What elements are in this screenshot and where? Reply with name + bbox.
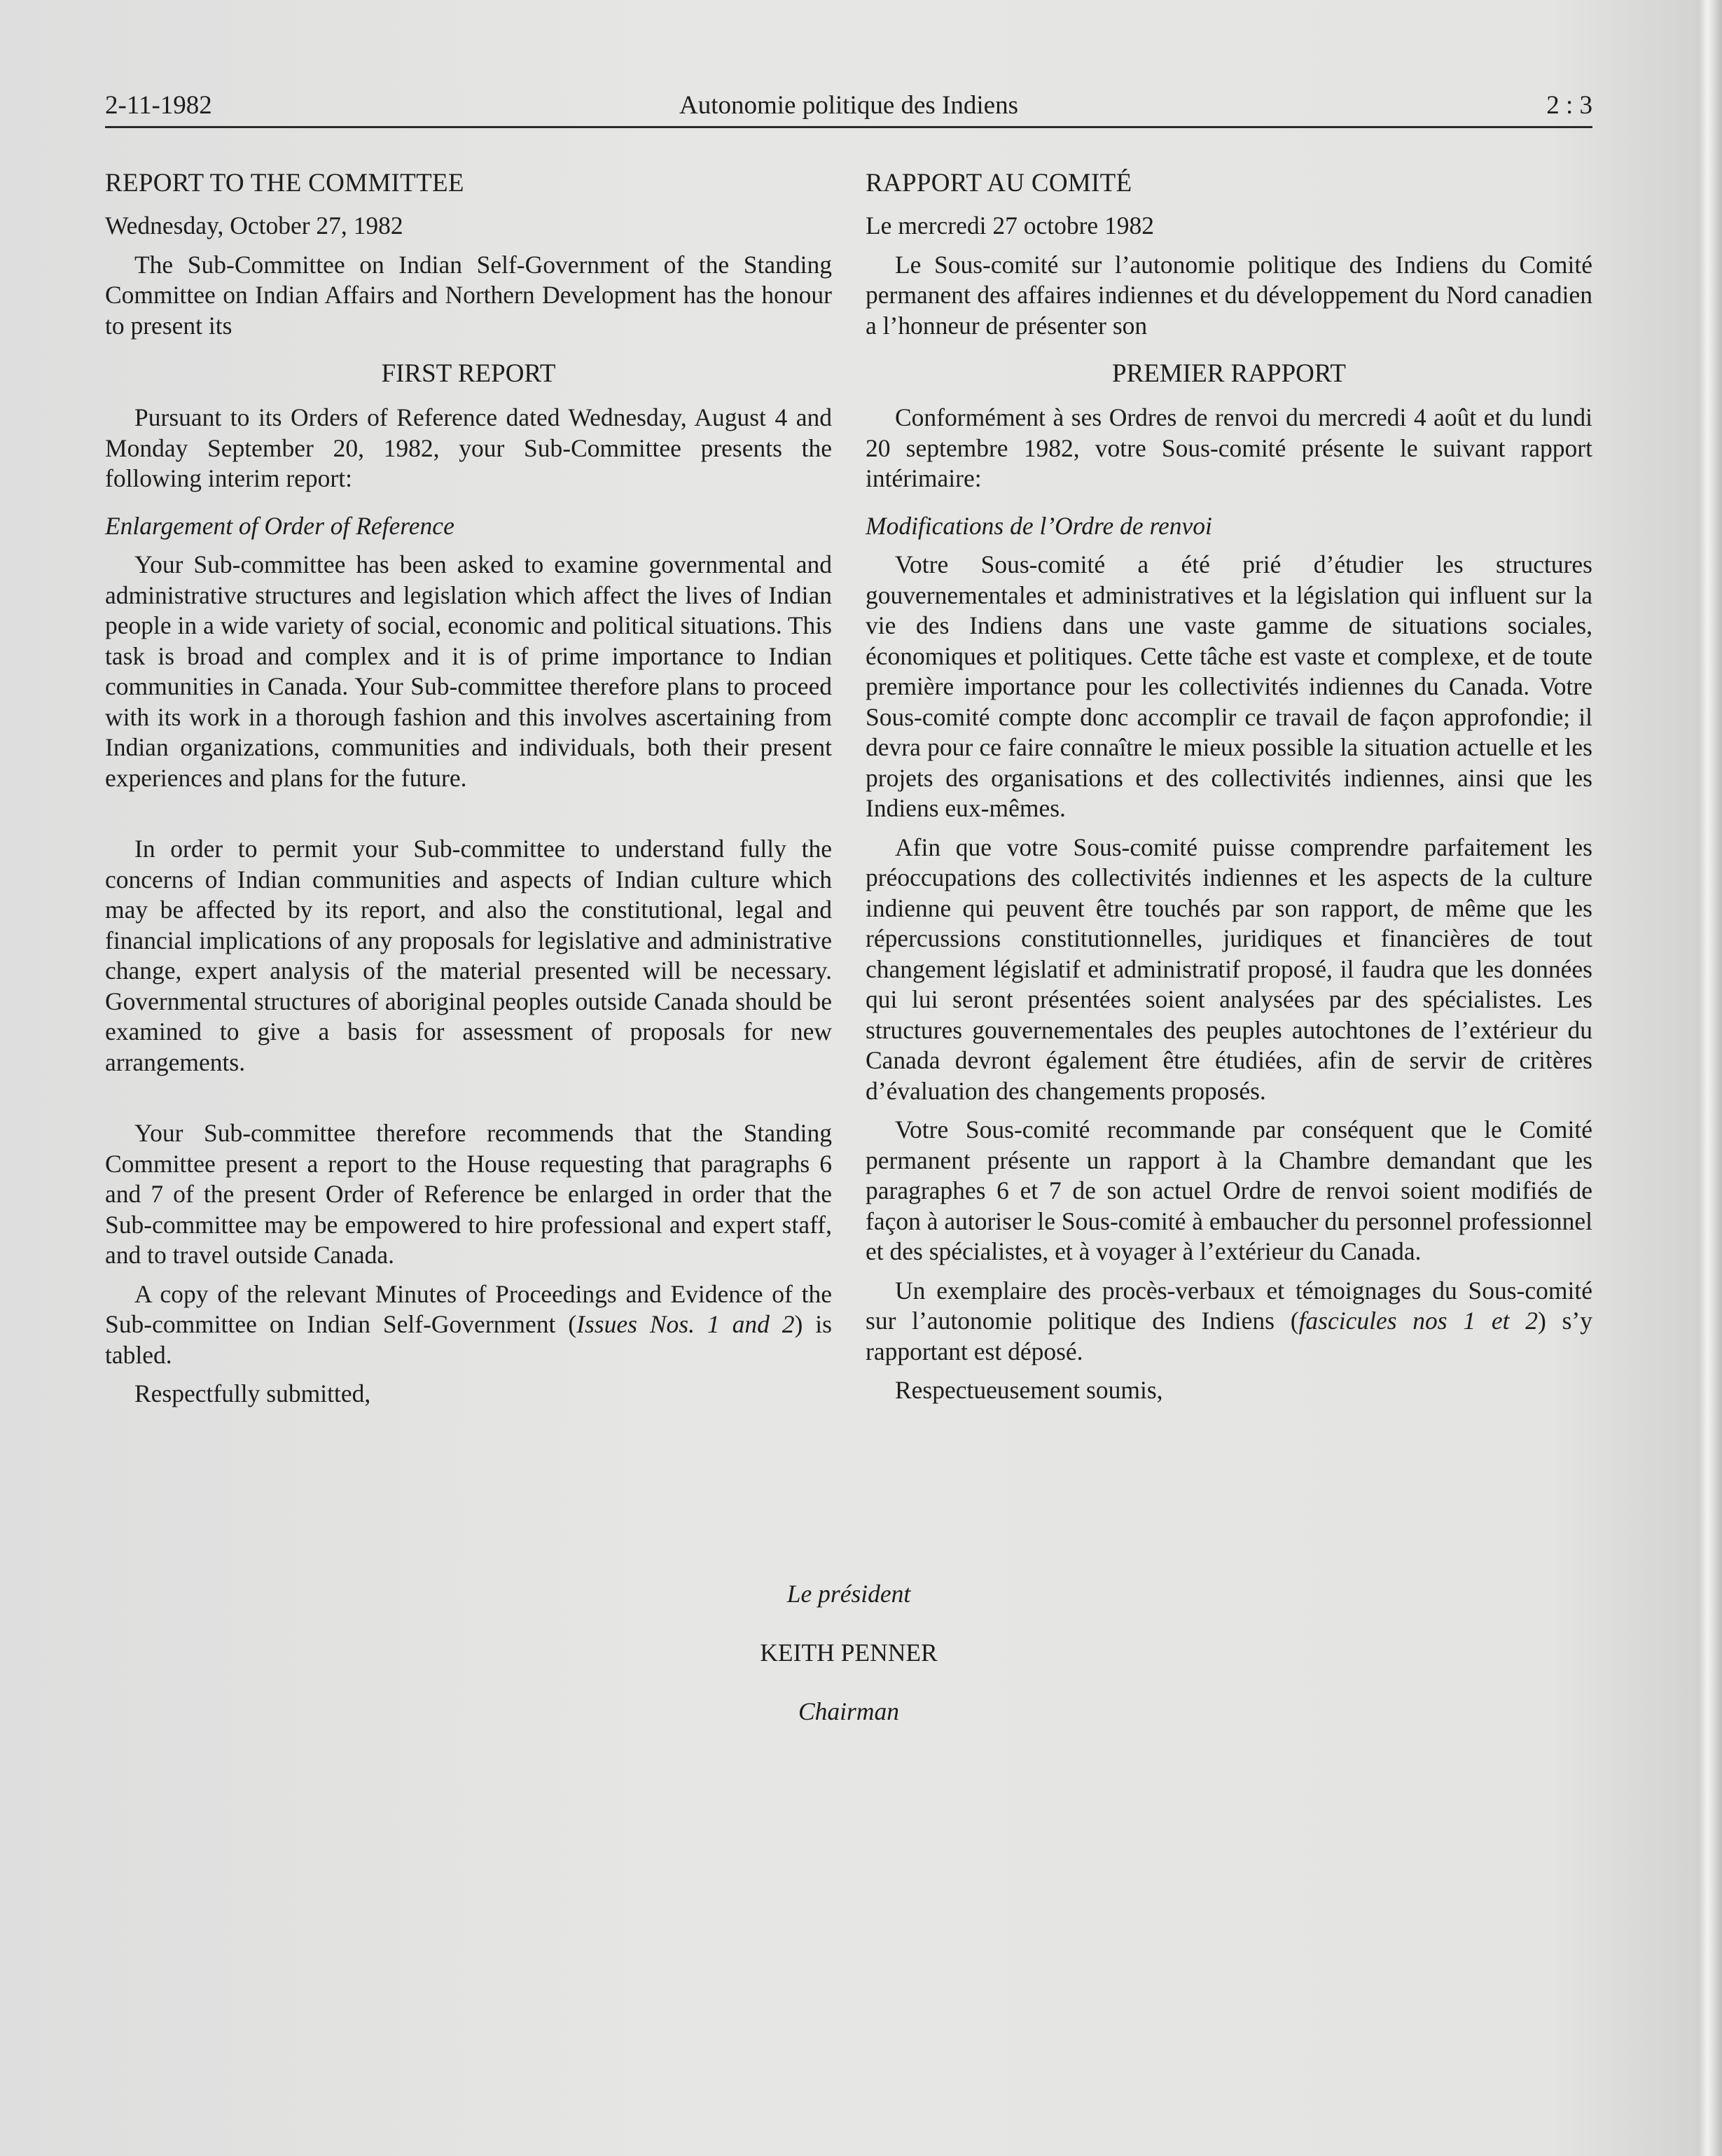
signature-title-english: Chairman [798,1697,899,1725]
english-subheading: Enlargement of Order of Reference [105,511,454,540]
french-heading: RAPPORT AU COMITÉ [866,169,1132,197]
book-spine-edge [1698,0,1722,2156]
header-date: 2-11-1982 [105,91,212,120]
english-paragraph-3: In order to permit your Sub-committee to understand fully the concerns of Indian communities and aspects of Indian culture which may be affected by its report, and also the constitutional, legal and financial implications of any proposals for legislative and administrative change, expert analysis of the material presented will be necessary. Governmental structures of aboriginal peoples outside Canada should be examined to give a basis for assessment of proposals for new arrangements. [105,835,832,1076]
french-paragraph-1: Conformément à ses Ordres de renvoi du mercredi 4 août et du lundi 20 septembre 1982, votre Sous-comité présente le suivant rapport intérimaire: [866,403,1592,492]
french-paragraph-3: Afin que votre Sous-comité puisse comprendre parfaitement les préoccupations des collectivités indiennes et les aspects de la culture indienne qui peuvent être touchés par son rapport, de même que les répercussions constitutionnelles, juridiques et financières de tout changement législatif et administratif proposé, il faudra que les données qui lui seront présentées soient analysées par des spécialistes. Les structures gouvernementales des peuples autochtones de l’extérieur du Canada devront également être étudiées, afin de servir de critères d’évaluation des changements proposés. [866,833,1592,1105]
signature-block [0,1578,1697,1754]
french-paragraph-5: Un exemplaire des procès-verbaux et témoignages du Sous-comité sur l’autonomie politique des Indiens (fascicules nos 1 et 2) s’y rapportant est déposé. [866,1276,1592,1365]
french-paragraph-2: Votre Sous-comité a été prié d’étudier les structures gouvernementales et administratives et la législation qui influent sur la vie des Indiens dans une vaste gamme de situations sociales, économiques et politiques. Cette tâche est vaste et complexe, et de toute première importance pour les collectivités indiennes du Canada. Votre Sous-comité compte donc accomplir ce travail de façon approfondie; il devra pour ce faire connaître le mieux possible la situation actuelle et les projets des organisations et des collectivités indiennes, ainsi que les Indiens eux-mêmes. [866,550,1592,822]
english-report-title: FIRST REPORT [381,359,556,388]
english-closing: Respectfully submitted, [134,1379,371,1407]
english-paragraph-1: Pursuant to its Orders of Reference dated Wednesday, August 4 and Monday September 20, 1982, your Sub-Committee presents the following interim report: [105,403,832,492]
french-intro: Le Sous-comité sur l’autonomie politique des Indiens du Comité permanent des affaires indiennes et du développement du Nord canadien a l’honneur de présenter son [866,250,1592,340]
english-paragraph-2: Your Sub-committee has been asked to examine governmental and administrative structures and legislation which affect the lives of Indian people in a wide variety of social, economic and political situations. This task is broad and complex and it is of prime importance to Indian communities in Canada. Your Sub-committee therefore plans to proceed with its work in a thorough fashion and this involves ascertaining from Indian organizations, communities and individuals, both their present experiences and plans for the future. [105,550,832,792]
signature-title-french: Le président [786,1580,911,1608]
english-paragraph-4: Your Sub-committee therefore recommends that the Standing Committee present a report to the House requesting that paragraphs 6 and 7 of the present Order of Reference be enlarged in order that the Sub-committee may be empowered to hire professional and expert staff, and to travel outside Canada. [105,1119,832,1269]
french-subheading: Modifications de l’Ordre de renvoi [866,511,1212,540]
running-header [105,90,1592,128]
french-closing: Respectueusement soumis, [895,1376,1163,1404]
header-page-number: 2 : 3 [1546,91,1592,120]
english-date: Wednesday, October 27, 1982 [105,211,403,239]
english-heading: REPORT TO THE COMMITTEE [105,169,464,197]
english-column [105,158,832,1418]
english-intro: The Sub-Committee on Indian Self-Government of the Standing Committee on Indian Affairs and Northern Development has the honour to present its [105,250,832,340]
header-title: Autonomie politique des Indiens [679,91,1019,120]
english-paragraph-5: A copy of the relevant Minutes of Proceedings and Evidence of the Sub-committee on Indian Self-Government (Issues Nos. 1 and 2) is tabled. [105,1279,832,1369]
french-paragraph-4: Votre Sous-comité recommande par conséquent que le Comité permanent présente un rapport à la Chambre demandant que les paragraphes 6 et 7 de son actuel Ordre de renvoi soient modifiés de façon à autoriser le Sous-comité à embaucher du personnel professionnel et des spécialistes, et à voyager à l’extérieur du Canada. [866,1115,1593,1265]
french-column [866,158,1592,1414]
french-date: Le mercredi 27 octobre 1982 [866,211,1155,239]
french-report-title: PREMIER RAPPORT [1112,359,1346,388]
signature-name: KEITH PENNER [760,1639,938,1667]
